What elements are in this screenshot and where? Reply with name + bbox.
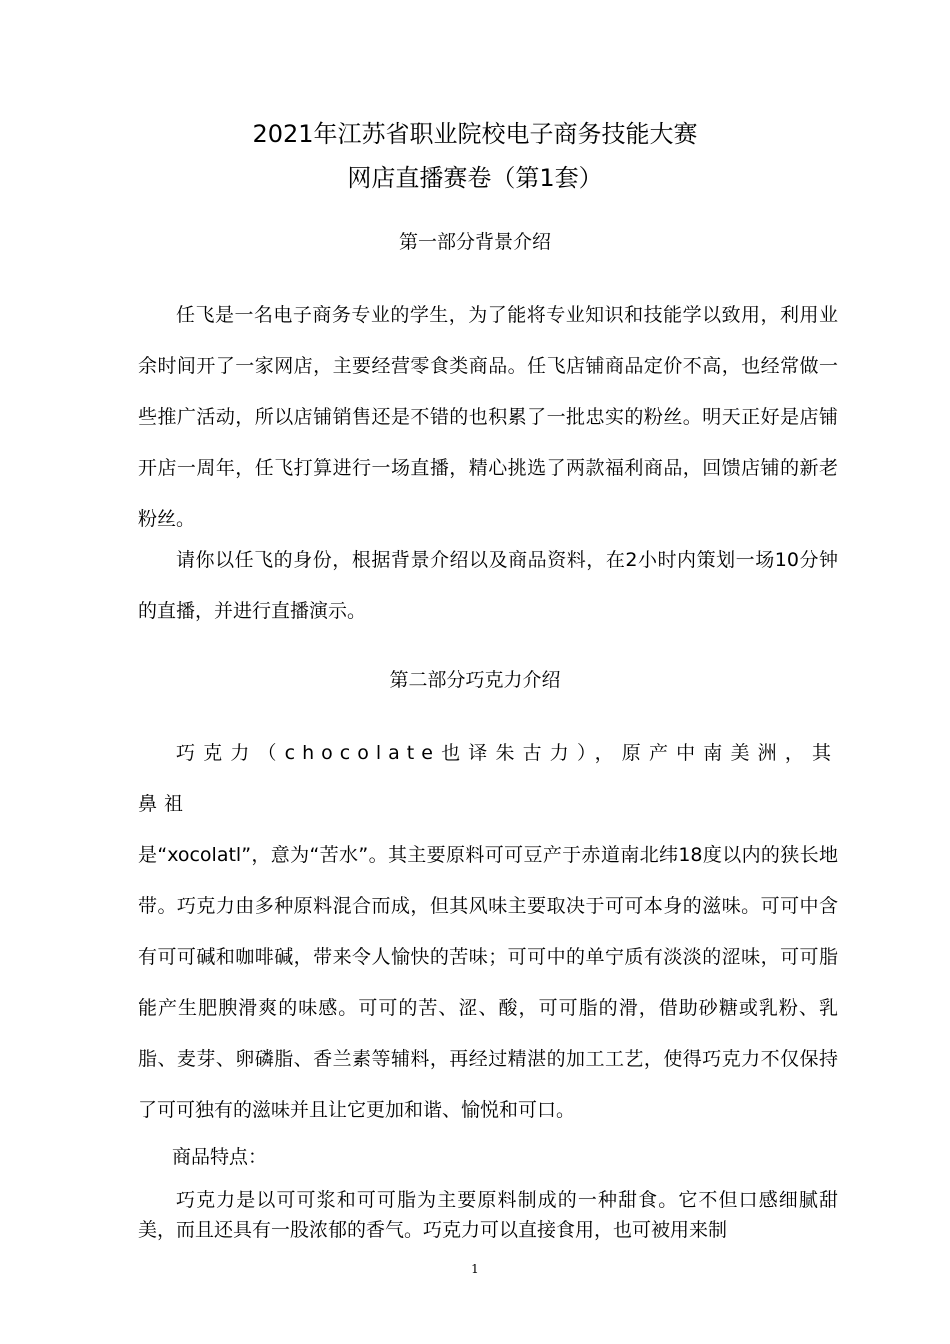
- features-text: 巧克力是以可可浆和可可脂为主要原料制成的一种甜食。它不但口感细腻甜美，而且还具有一股浓郁的香气。巧克力可以直接食用，也可被用来制: [138, 1189, 838, 1241]
- section1-paragraph2: [138, 535, 838, 637]
- chocolate-intro-first-line: 巧克力（chocolate也译朱古力），原产中南美洲，其鼻祖: [138, 742, 838, 815]
- features-paragraph: [138, 1185, 838, 1245]
- section1-heading: 第一部分背景介绍: [398, 231, 551, 253]
- document-title-line2: 网店直播赛卷（第1套）: [347, 164, 603, 192]
- task-text: 请你以任飞的身份，根据背景介绍以及商品资料，在2小时内策划一场10分钟的直播，并进行直播演示。: [138, 549, 838, 622]
- document-title-line1: 2021年江苏省职业院校电子商务技能大赛: [252, 120, 698, 148]
- chocolate-intro-text: 是“xocolatl”，意为“苦水”。其主要原料可可豆产于赤道南北纬18度以内的狭长地带。巧克力由多种原料混合而成，但其风味主要取决于可可本身的滋味。可可中含有可可碱和咖啡碱，带来令人愉快的苦味；可可中的单宁质有淡淡的涩味，可可脂能产生肥腴滑爽的味感。可可的苦、涩、酸，可可脂的滑，借助砂糖或乳粉、乳脂、麦芽、卵磷脂、香兰素等辅料，再经过精湛的加工工艺，使得巧克力不仅保持了可可独有的滋味并且让它更加和谐、愉悦和可口。: [138, 844, 838, 1121]
- section2-paragraph1: [138, 728, 838, 1136]
- section1-paragraph1: [138, 290, 838, 545]
- background-text: 任飞是一名电子商务专业的学生，为了能将专业知识和技能学以致用，利用业余时间开了一家网店，主要经营零食类商品。任飞店铺商品定价不高，也经常做一些推广活动，所以店铺销售还是不错的也积累了一批忠实的粉丝。明天正好是店铺开店一周年，任飞打算进行一场直播，精心挑选了两款福利商品，回馈店铺的新老粉丝。: [138, 304, 838, 530]
- page-number: 1: [471, 1262, 479, 1276]
- section2-heading: 第二部分巧克力介绍: [389, 669, 561, 691]
- features-label: 商品特点：: [172, 1146, 268, 1168]
